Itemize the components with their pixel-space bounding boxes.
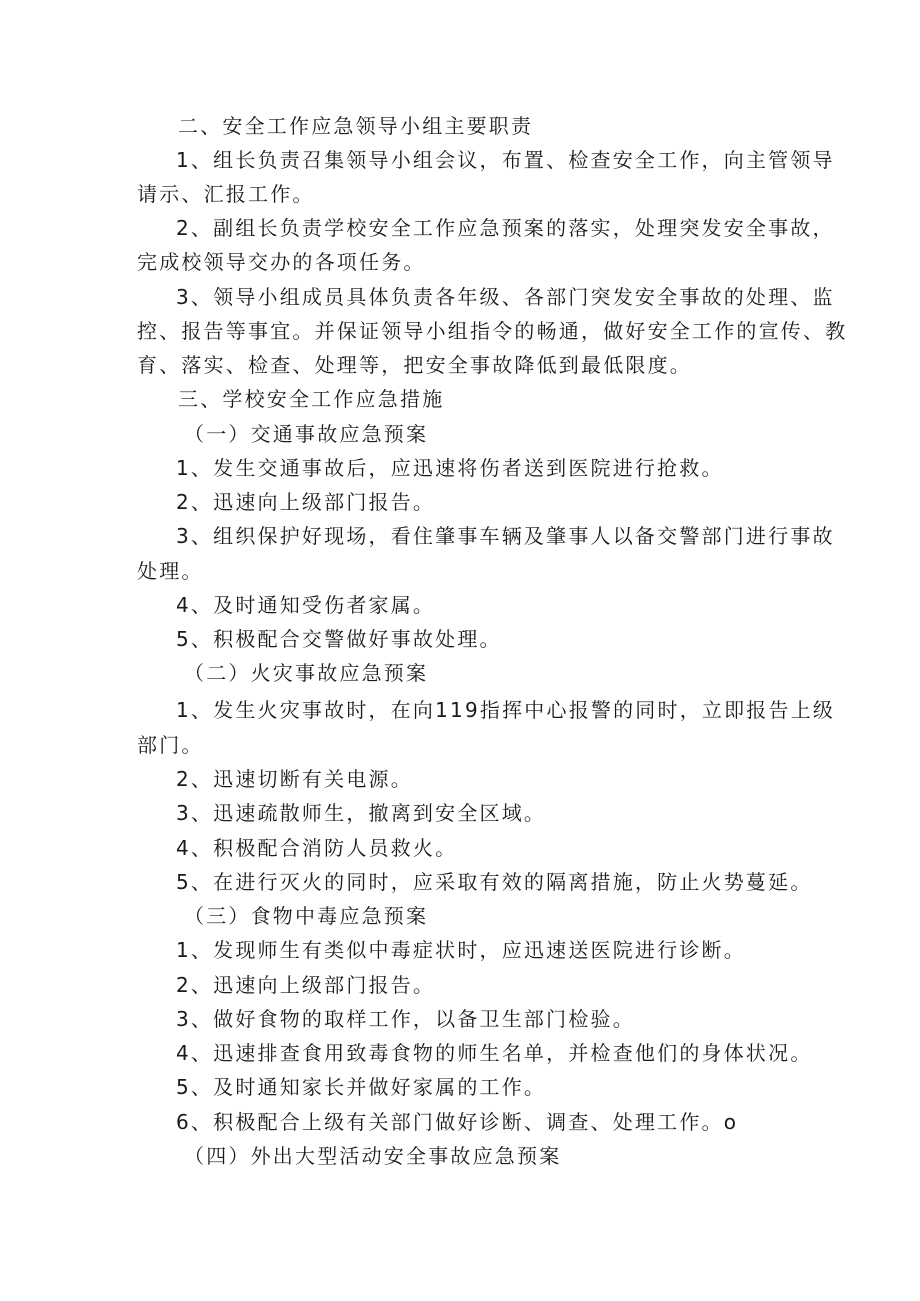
- paragraph-line: 2、迅速向上级部门报告。: [176, 973, 436, 997]
- paragraph-line: 完成校领导交办的各项任务。: [137, 250, 426, 274]
- paragraph-line: 2、迅速向上级部门报告。: [176, 490, 436, 514]
- paragraph-line: 3、领导小组成员具体负责各年级、各部门突发安全事故的处理、监: [176, 285, 835, 309]
- paragraph-line: 3、迅速疏散师生，撤离到安全区域。: [176, 801, 547, 825]
- paragraph-line: 5、积极配合交警做好事故处理。: [176, 627, 502, 651]
- paragraph-line: 4、积极配合消防人员救火。: [176, 836, 458, 860]
- paragraph-line: 5、及时通知家长并做好家属的工作。: [176, 1075, 547, 1099]
- paragraph-line: 1、组长负责召集领导小组会议，布置、检查安全工作，向主管领导: [176, 148, 835, 172]
- paragraph-line: 1、发生交通事故后，应迅速将伤者送到医院进行抢救。: [176, 456, 724, 480]
- paragraph-line: 1、发现师生有类似中毒症状时，应迅速送医院进行诊断。: [176, 938, 746, 962]
- subsection-heading-outing: （四）外出大型活动安全事故应急预案: [184, 1144, 562, 1168]
- paragraph-line: 育、落实、检查、处理等，把安全事故降低到最低限度。: [137, 353, 692, 377]
- section-heading-2: 二、安全工作应急领导小组主要职责: [178, 114, 534, 138]
- paragraph-line: 2、迅速切断有关电源。: [176, 767, 413, 791]
- paragraph-line: 3、组织保护好现场，看住肇事车辆及肇事人以备交警部门进行事故: [176, 524, 835, 548]
- paragraph-line: 5、在进行灭火的同时，应采取有效的隔离措施，防止火势蔓延。: [176, 870, 813, 894]
- paragraph-line: 6、积极配合上级有关部门做好诊断、调查、处理工作。o: [176, 1110, 739, 1134]
- paragraph-line: 4、及时通知受伤者家属。: [176, 593, 436, 617]
- section-heading-3: 三、学校安全工作应急措施: [178, 387, 445, 411]
- paragraph-line: 请示、汇报工作。: [137, 182, 315, 206]
- paragraph-line: 4、迅速排查食用致毒食物的师生名单，并检查他们的身体状况。: [176, 1041, 813, 1065]
- paragraph-line: 2、副组长负责学校安全工作应急预案的落实，处理突发安全事故，: [176, 216, 835, 240]
- subsection-heading-fire: （二）火灾事故应急预案: [184, 661, 429, 685]
- subsection-heading-food-poisoning: （三）食物中毒应急预案: [184, 904, 429, 928]
- paragraph-line: 部门。: [137, 733, 204, 757]
- paragraph-line: 控、报告等事宜。并保证领导小组指令的畅通，做好安全工作的宣传、教: [137, 319, 848, 343]
- paragraph-line: 处理。: [137, 559, 204, 583]
- subsection-heading-traffic: （一）交通事故应急预案: [184, 422, 429, 446]
- paragraph-line: 3、做好食物的取样工作，以备卫生部门检验。: [176, 1007, 635, 1031]
- paragraph-line: 1、发生火灾事故时，在向119指挥中心报警的同时，立即报告上级: [176, 698, 836, 722]
